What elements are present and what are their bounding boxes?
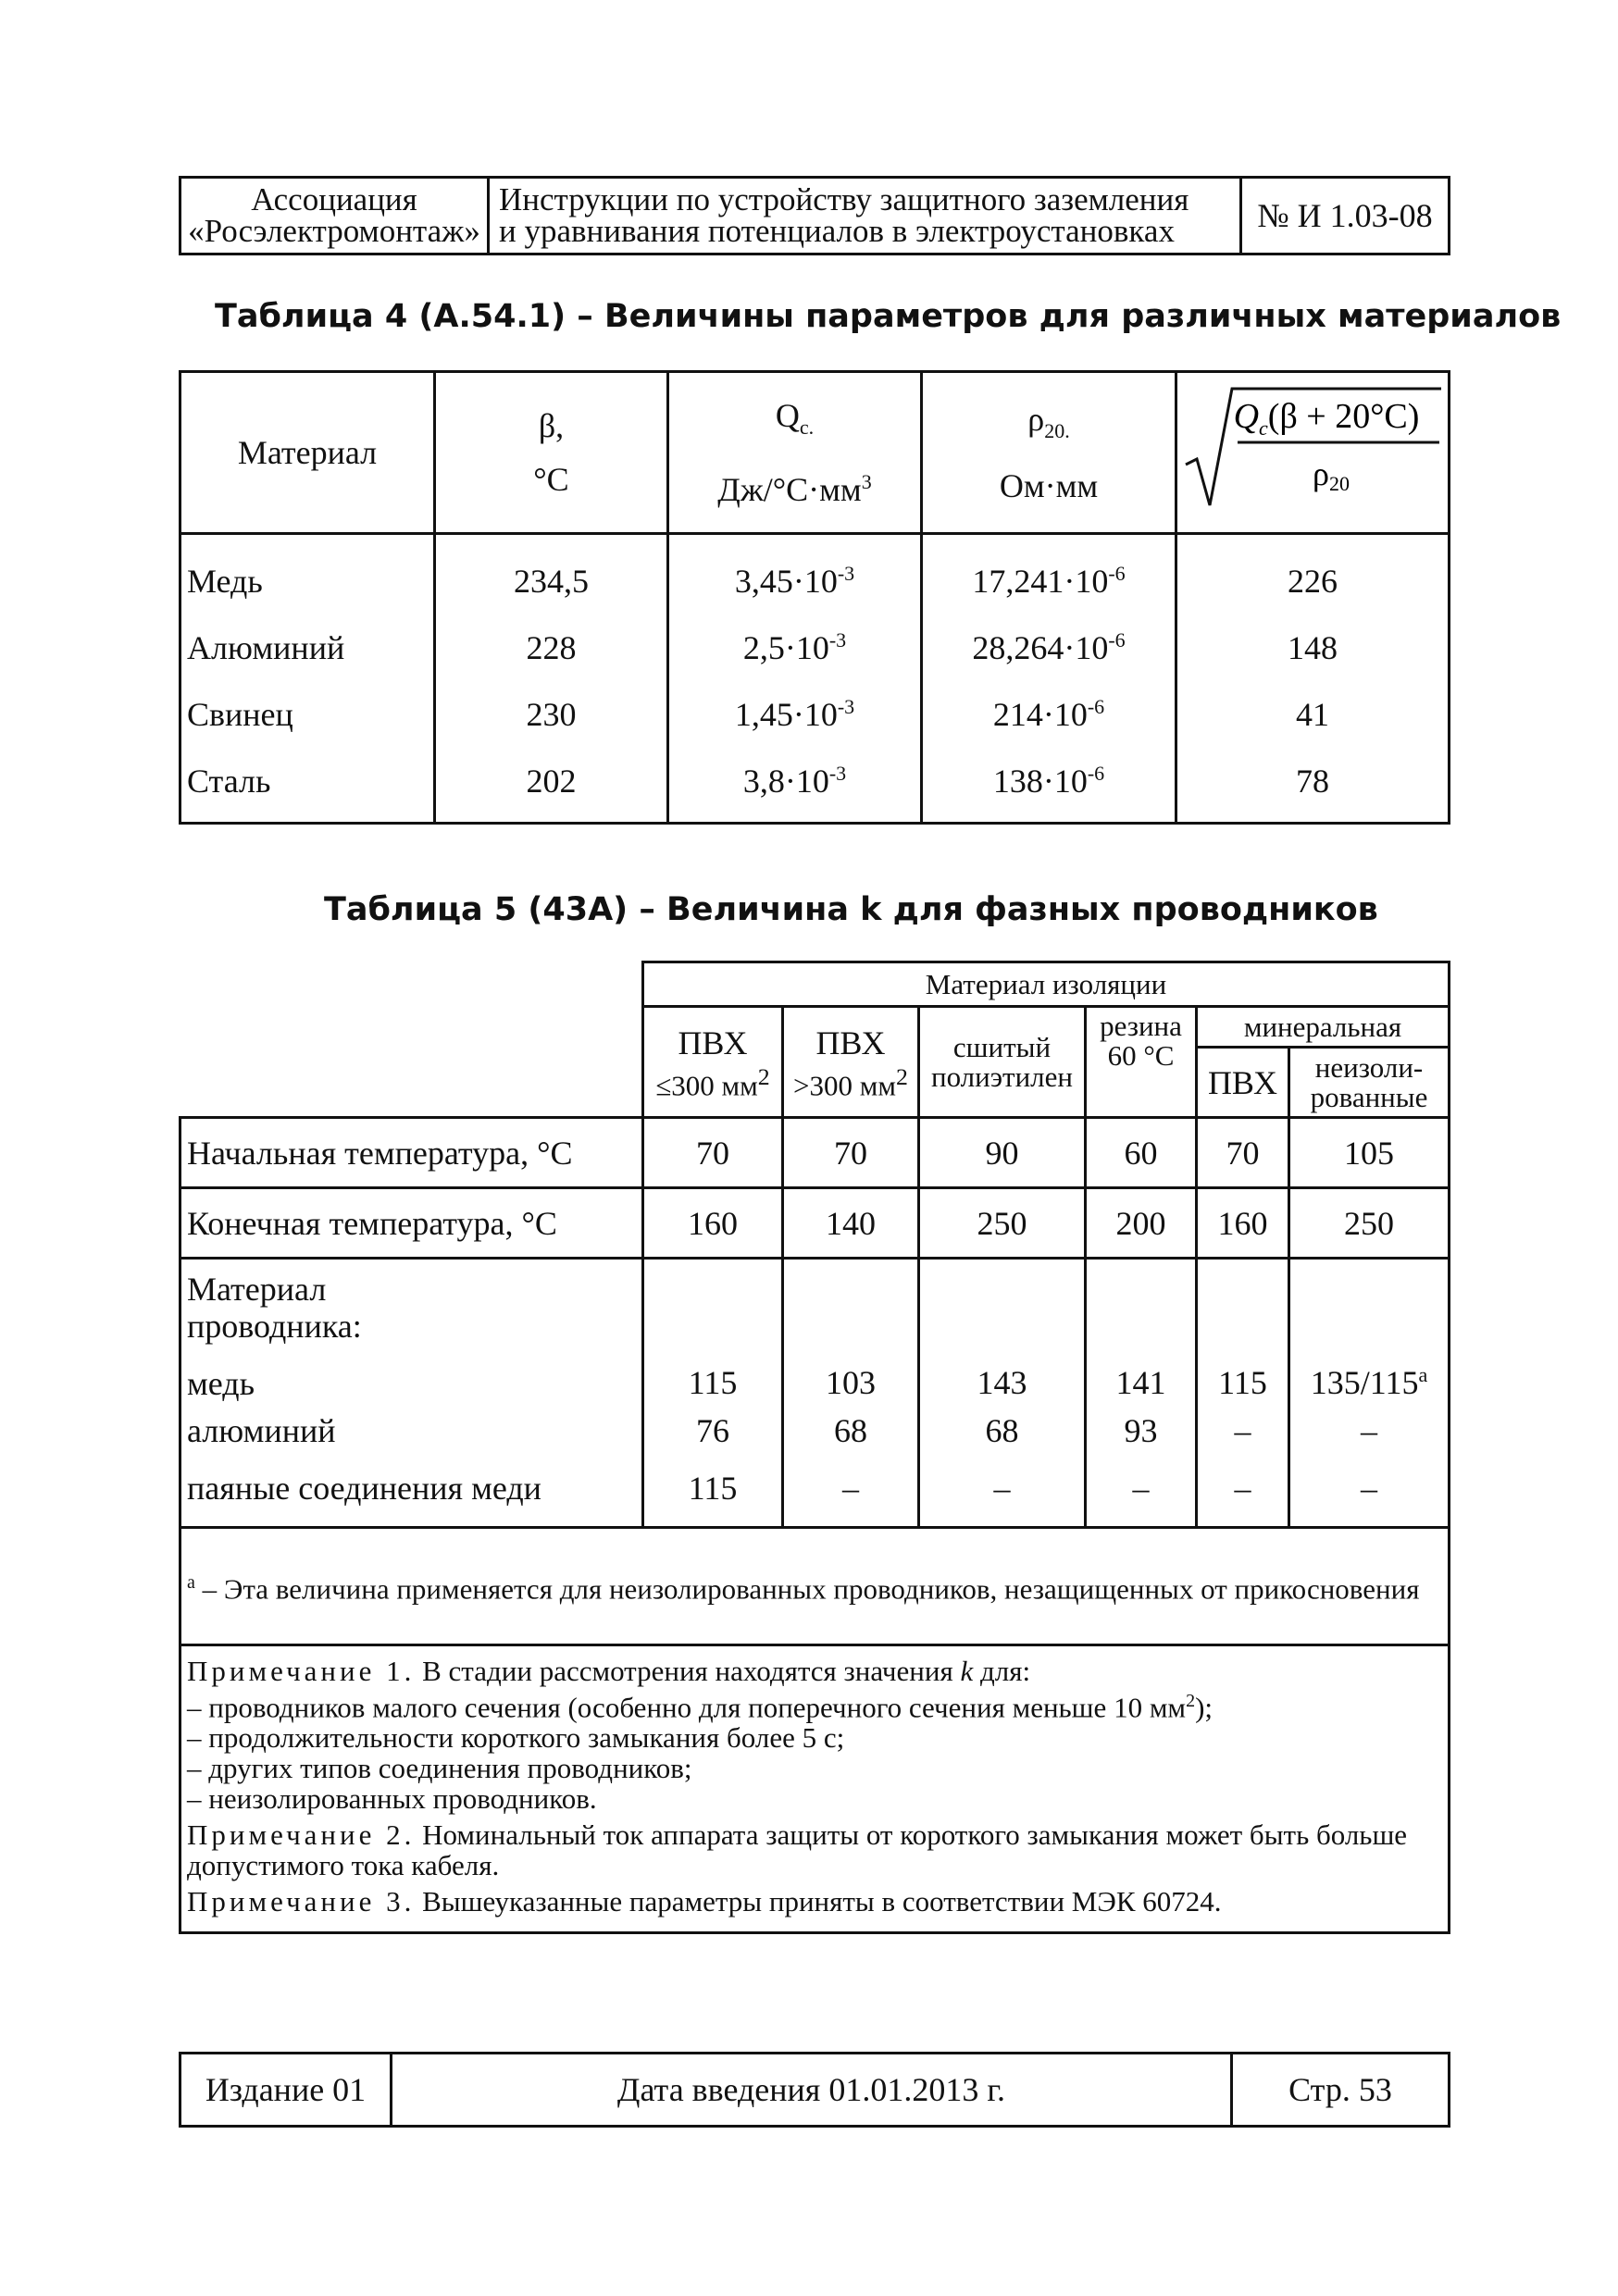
introduction-date: Дата введения 01.01.2013 г.: [392, 2054, 1232, 2127]
row-label: Начальная температура, °С: [180, 1118, 643, 1188]
table-row: [180, 614, 1450, 681]
column-mineral: минеральная: [1197, 1007, 1450, 1048]
organization-line-2: «Росэлектромонтаж»: [188, 213, 480, 249]
note-3: Примечание 3. Вышеуказанные параметры приняты в соответствии МЭК 60724.: [187, 1885, 1222, 1918]
row-label: медь: [187, 1365, 255, 1402]
table4: [179, 370, 1450, 825]
formula-value: 78: [1176, 748, 1450, 824]
svg-text:Qc(β + 20°C): $Q_c(\beta + 20^\circ C)$: [1233, 396, 1420, 440]
formula-value: 41: [1176, 681, 1450, 748]
document-title-line-2: и уравнивания потенциалов в электроустановках: [499, 213, 1175, 249]
rho-value: $28,264\cdot 10^{-6}$: [922, 614, 1176, 681]
formula-denominator: ρ: [1313, 454, 1329, 492]
table4-header-row: [180, 372, 1450, 534]
rho-unit: Ом·мм: [999, 466, 1099, 504]
column-xlpe: сшитый полиэтилен: [919, 1007, 1086, 1118]
rho-value: $138\cdot 10^{-6}$: [922, 748, 1176, 824]
table-row: [180, 748, 1450, 824]
insulation-header: Материал изоляции: [643, 962, 1450, 1007]
table-footnote: $^а$ – Эта величина применяется для неизолированных проводников, незащищенных от прикосновения: [180, 1528, 1450, 1645]
document-title-line-1: Инструкции по устройству защитного заземления: [499, 181, 1189, 217]
rho-value: $17,241\cdot 10^{-6}$: [922, 534, 1176, 615]
material-name: Медь: [180, 534, 435, 615]
table5: [179, 961, 1450, 1934]
document-header: [179, 176, 1450, 255]
column-pvc-small: ПВХ ≤300 $мм^2$: [643, 1007, 783, 1118]
beta-value: 230: [435, 681, 668, 748]
qc-unit: $Дж/^\circ С\cdot мм^3$: [717, 469, 872, 508]
header-beta: [435, 372, 668, 534]
organization-line-1: Ассоциация: [251, 181, 417, 217]
table-notes: [180, 1645, 1450, 1933]
table4-caption: Таблица 4 (А.54.1) – Величины параметров для различных материалов: [215, 298, 1562, 335]
beta-symbol: β,: [538, 407, 565, 444]
material-name: Свинец: [180, 681, 435, 748]
material-name: Сталь: [180, 748, 435, 824]
table-row: паяные соединения меди 115 – – – – –: [180, 1459, 1450, 1528]
square-root-formula: [1178, 376, 1447, 515]
page-number: Стр. 53: [1232, 2054, 1450, 2127]
qc-value: $1,45\cdot 10^{-3}$: [668, 681, 922, 748]
table5-caption: Таблица 5 (43А) – Величина k для фазных проводников: [324, 891, 1378, 928]
beta-value: 202: [435, 748, 668, 824]
edition: Издание 01: [180, 2054, 392, 2127]
table-row: алюминий 76 68 68 93 – –: [180, 1402, 1450, 1459]
column-mineral-bare: неизоли- рованные: [1289, 1048, 1450, 1118]
column-mineral-pvc: ПВХ: [1197, 1048, 1289, 1118]
beta-value: 228: [435, 614, 668, 681]
column-pvc-large: ПВХ >300 $мм^2$: [783, 1007, 919, 1118]
document-footer: [179, 2052, 1450, 2128]
table-row: [180, 534, 1450, 615]
row-label: паяные соединения меди: [180, 1459, 643, 1528]
conductor-material-label: Материал проводника: медь: [180, 1259, 643, 1403]
column-rubber: резина 60 °С: [1086, 1007, 1197, 1118]
note-2: Примечание 2. Номинальный ток аппарата защиты от короткого замыкания может быть больше допустимого тока кабеля.: [187, 1818, 1408, 1882]
organization-cell: [180, 178, 489, 254]
beta-value: 234,5: [435, 534, 668, 615]
table-row: [180, 681, 1450, 748]
note-1: Примечание 1. В стадии рассмотрения находятся значения k для: – проводников малого сечения (особенно для поперечного сечения меньше 10 $мм^2$); – продолжительности короткого замыкания более 5 с; – других типов соединения проводников; – неизолированных проводников.: [187, 1655, 1213, 1816]
document-number: № И 1.03-08: [1241, 178, 1450, 254]
formula-value: 226: [1176, 534, 1450, 615]
header-rho: [922, 372, 1176, 534]
table-row: Материал проводника: медь 115 103 143 141 115 $135/115^а$: [180, 1259, 1450, 1403]
qc-value: $3,8\cdot 10^{-3}$: [668, 748, 922, 824]
formula-value: 148: [1176, 614, 1450, 681]
document-title-cell: [489, 178, 1241, 254]
material-name: Алюминий: [180, 614, 435, 681]
header-formula: [1176, 372, 1450, 534]
formula-numerator: Q: [1233, 396, 1260, 436]
empty-corner: [180, 962, 643, 1118]
row-label: алюминий: [180, 1402, 643, 1459]
qc-symbol: $Q_{c.}$: [775, 397, 815, 440]
header-qc: [668, 372, 922, 534]
qc-value: $3,45\cdot 10^{-3}$: [668, 534, 922, 615]
rho-symbol: $\rho_{20.}$: [1027, 401, 1070, 443]
table-row: Начальная температура, °С 70 70 90 60 70 105: [180, 1118, 1450, 1188]
qc-value: $2,5\cdot 10^{-3}$: [668, 614, 922, 681]
table-row: Конечная температура, °С 160 140 250 200 160 250: [180, 1188, 1450, 1259]
rho-value: $214\cdot 10^{-6}$: [922, 681, 1176, 748]
svg-text:ρ20: ρ20: [1313, 454, 1350, 495]
beta-unit: °С: [533, 461, 569, 498]
row-label: Конечная температура, °С: [180, 1188, 643, 1259]
header-material: Материал: [180, 372, 435, 534]
